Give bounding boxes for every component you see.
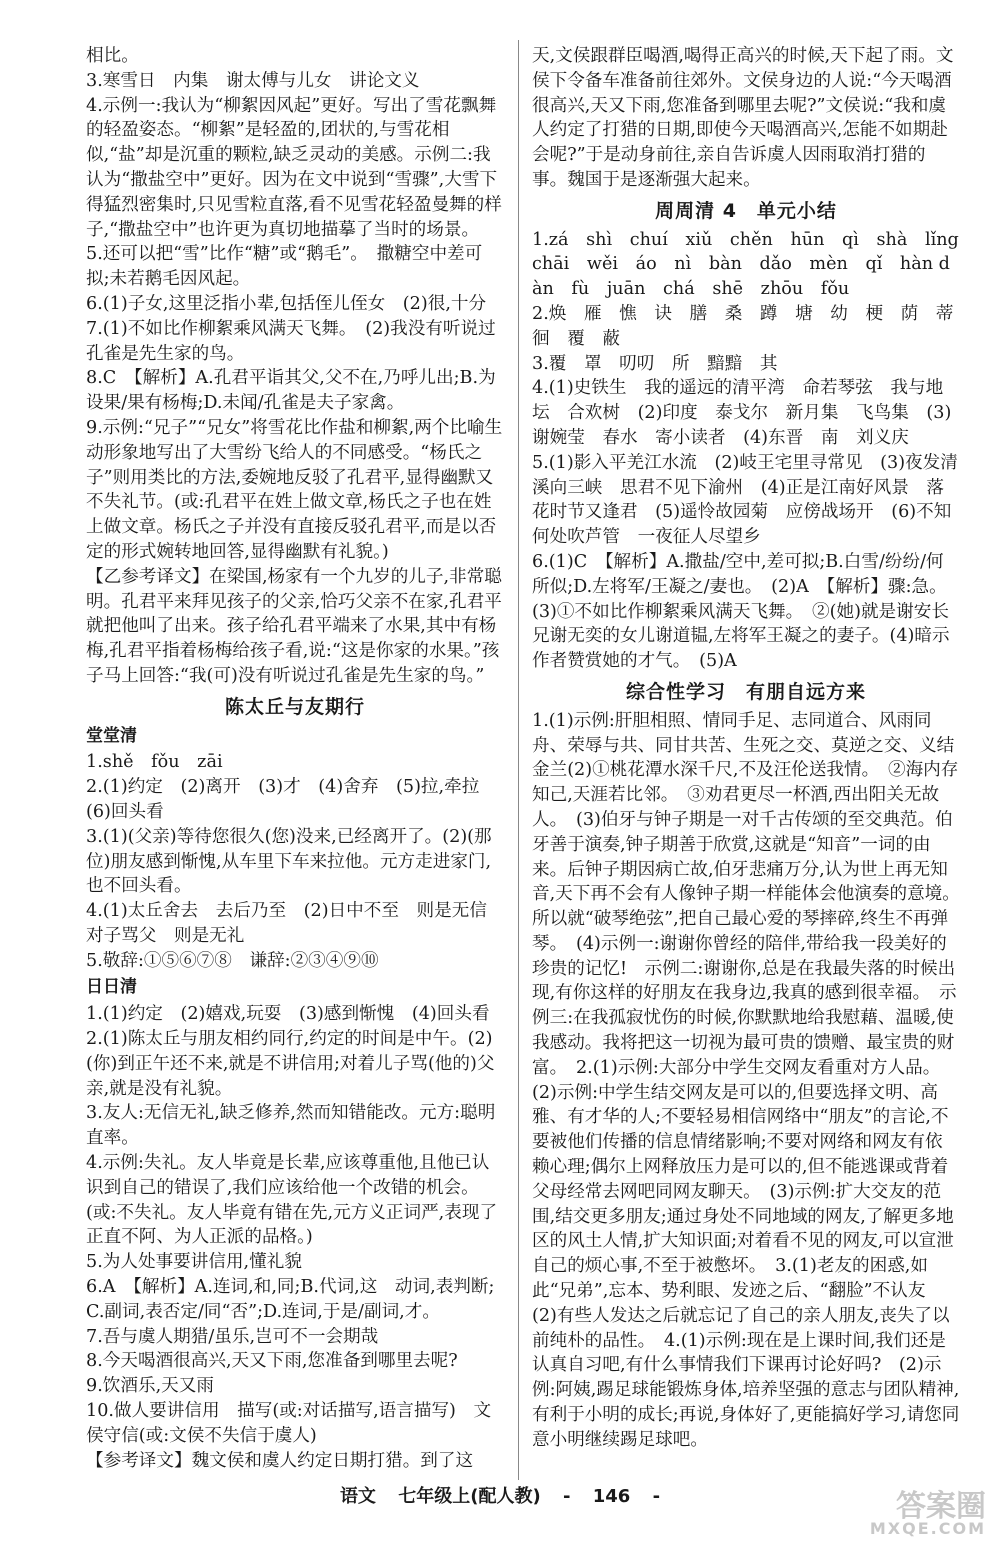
subsection-heading: 日日清 — [86, 977, 137, 998]
watermark-text: 答案圈 — [896, 1489, 986, 1524]
right-column — [532, 44, 977, 1453]
answer-line: 4.(1)史铁生 我的遥远的清平湾 命若琴弦 我与地坛 合欢树 (2)印度 泰戈尔 新月集 飞鸟集 (3)谢婉莹 春水 寄小读者 (4)东晋 南 刘义庆 — [532, 378, 952, 448]
answer-line: 6.A 【解析】A.连词,和,同;B.代词,这 动词,表判断;C.副词,表否定/同“否”;D.连词,于是/副词,才。 — [86, 1277, 495, 1322]
answer-line: 3.覆 罩 叨叨 所 黯黯 其 — [532, 353, 778, 374]
answer-line: 2.(1)陈太丘与朋友相约同行,约定的时间是中午。(2)(你)到正午还不来,就是不讲信用;对着儿子骂(他的)父亲,就是没有礼貌。 — [86, 1029, 495, 1099]
section-title: 综合性学习 有朋自远方来 — [625, 680, 866, 703]
translation-paragraph: 【乙参考译文】在梁国,杨家有一个九岁的儿子,非常聪明。孔君平来拜见孩子的父亲,恰巧父亲不在家,孔君平就把他叫了出来。孩子给孔君平端来了水果,其中有杨梅,孔君平指着杨梅给孩子看,说:“这是你家的水果。”孩子马上回答:“我(可)没有听说过孔雀是先生家的鸟。” — [86, 566, 502, 686]
footer-dash-left: - — [562, 1486, 571, 1507]
footer-subject: 语文 — [339, 1486, 376, 1507]
answer-line: 6.(1)子女,这里泛指小辈,包括侄儿侄女 (2)很,十分 — [86, 293, 487, 314]
answer-line: 1.shě fǒu zāi — [86, 752, 223, 773]
answer-line: 5.还可以把“雪”比作“糖”或“鹅毛”。 撒糖空中差可拟;未若鹅毛因风起。 — [86, 244, 483, 290]
answer-line: 9.示例:“兄子”“兄女”将雪花比作盐和柳絮,两个比喻生动形象地写出了大雪纷飞给人的不同感受。“杨氏之子”则用类比的方法,委婉地反驳了孔君平,显得幽默又不失礼节。(或:孔君平在姓上做文章,杨氏之子也在姓上做文章。杨氏之子并没有直接反驳孔君平,而是以否定的形式婉转地回答,显得幽默有礼貌。) — [86, 417, 503, 562]
answer-line: 4.示例一:我认为“柳絮因风起”更好。写出了雪花飘舞的轻盈姿态。“柳絮”是轻盈的,团状的,与雪花相似,“盐”却是沉重的颗粒,缺乏灵动的美感。示例二:我认为“撒盐空中”更好。因为在文中说到“雪骤”,大雪下得猛烈密集时,只见雪粒直落,看不见雪花轻盈曼舞的样子,“撒盐空中”也许更为真切地描摹了当时的场景。 — [86, 95, 502, 240]
answer-line: 2.焕 雁 憔 诀 膳 桑 蹲 塘 幼 梗 荫 蒂 徊 覆 蔽 — [532, 303, 972, 349]
answer-line: 3.友人:无信无礼,缺乏修养,然而知错能改。元方:聪明直率。 — [86, 1103, 496, 1149]
section-title: 周周清 4 单元小结 — [655, 199, 837, 222]
answer-line: 相比。 — [86, 46, 139, 66]
answer-line: 5.为人处事要讲信用,懂礼貌 — [86, 1252, 302, 1273]
watermark-logo — [846, 1489, 986, 1544]
watermark-url: MXQE.COM — [869, 1519, 986, 1538]
answer-line: 4.(1)太丘舍去 去后乃至 (2)日中不至 则是无信 对子骂父 则是无礼 — [86, 901, 505, 946]
answer-line: 1.(1)约定 (2)嬉戏,玩耍 (3)感到惭愧 (4)回头看 — [86, 1004, 490, 1025]
answer-line: 7.吾与虞人期猎/虽乐,岂可不一会期哉 — [86, 1326, 379, 1347]
footer-dash-right: - — [652, 1486, 661, 1507]
answer-line: 5.敬辞:①⑤⑥⑦⑧ 谦辞:②③④⑨⑩ — [86, 950, 379, 971]
answer-line: 1.(1)示例:肝胆相照、情同手足、志同道合、风雨同舟、荣辱与共、同甘共苦、生死之交、莫逆之交、义结金兰(2)①桃花潭水深千尺,不及汪伦送我情。 ②海内存知己,天涯若比邻。 ③劝君更尽一杯酒,西出阳关无故人。 (3)伯牙与钟子期是一对千古传颂的至交典范。伯牙善于演奏,钟子期善于欣赏,这就是“知音”一词的由来。后钟子期因病亡故,伯牙悲痛万分,认为世上再无知音,天下再不会有人像钟子期一样能体会他演奏的意境。所以就“破琴绝弦”,把自己最心爱的琴摔碎,终生不再弹琴。 (4)示例一:谢谢你曾经的陪伴,带给我一段美好的珍贵的记忆! 示例二:谢谢你,总是在我最失落的时候出现,有你这样的好朋友在我身边,我真的感到很幸福。 示例三:在我孤寂忧伤的时候,你默默地给我慰藉、温暖,使我感动。我将把这一切视为最可贵的馈赠、最宝贵的财富。 2.(1)示例:大部分中学生交网友看重对方人品。 (2)示例:中学生结交网友是可以的,但要选择文明、高雅、有才华的人;不要轻易相信网络中“朋友”的言论,不要被他们传播的信息情绪影响;不要对网络和网友有依赖心理;偶尔上网释放压力是可以的,但不能逃课或背着父母经常去网吧同网友聊天。 (3)示例:扩大交友的范围,结交更多朋友;通过身处不同地域的网友,了解更多地区的风土人情,扩大知识面;对着看不见的网友,可以宣泄自己的烦心事,不至于被憋坏。 3.(1)老友的困惑,如此“兄弟”,忘本、势利眼、发迹之后、“翻脸”不认友 (2)有些人发达之后就忘记了自己的亲人朋友,丧失了以前纯朴的品性。 4.(1)示例:现在是上课时间,我们还是认真自习吧,有什么事情我们下课再讨论好吗? (2)示例:阿姨,踢足球能锻炼身体,培养坚强的意志与团队精神,有利于小明的成长;再说,身体好了,更能搞好学习,请您同意小明继续踢足球吧。 — [532, 710, 960, 1450]
translation-paragraph: 【参考译文】魏文侯和虞人约定日期打猎。到了这 — [86, 1450, 474, 1471]
column-divider — [518, 40, 519, 1480]
answer-line: 6.(1)C 【解析】A.撒盐/空中,差可拟;B.白雪/纷纷/何所似;D.左将军/王凝之/妻也。 (2)A 【解析】骤:急。(3)①不如比作柳絮乘风满天飞舞。 ②(她)就是谢安长兄谢无奕的女儿谢道韫,左将军王凝之的妻子。(4)暗示作者赞赏她的才气。 (5)A — [532, 551, 950, 672]
answer-line: 7.(1)不如比作柳絮乘风满天飞舞。 (2)我没有听说过孔雀是先生家的鸟。 — [86, 318, 496, 364]
footer-grade: 七年级上(配人教) — [398, 1486, 541, 1507]
answer-line: 1.zá shì chuí xiǔ chěn hūn qì shà lǐng chāi wěi áo nì bàn dǎo mèn qǐ hàn dàn fù juān chá shē zhōu fǒu — [532, 229, 977, 300]
answer-line: 3.(1)(父亲)等待您很久(您)没来,已经离开了。(2)(那位)朋友感到惭愧,从车里下车来拉他。元方走进家门,也不回头看。 — [86, 826, 492, 897]
answer-line: 8.今天喝酒很高兴,天又下雨,您准备到哪里去呢? — [86, 1351, 458, 1372]
section-title: 陈太丘与友期行 — [224, 695, 365, 718]
translation-paragraph: 天,文侯跟群臣喝酒,喝得正高兴的时候,天下起了雨。文侯下令备车准备前往郊外。文侯身边的人说:“今天喝酒很高兴,天又下雨,您准备到哪里去呢?”文侯说:“我和虞人约定了打猎的日期,即使今天喝酒高兴,怎能不如期赴会呢?”于是动身前往,亲自告诉虞人因雨取消打猎的事。魏国于是逐渐强大起来。 — [532, 46, 954, 190]
subsection-heading: 堂堂清 — [86, 725, 137, 746]
answer-line: 8.C 【解析】A.孔君平诣其父,父不在,乃呼儿出;B.为设果/果有杨梅;D.未闻/孔雀是夫子家禽。 — [86, 368, 496, 414]
answer-line: 4.示例:失礼。友人毕竟是长辈,应该尊重他,且他已认识到自己的错误了,我们应该给他一个改错的机会。(或:不失礼。友人毕竟有错在先,元方义正词严,表现了正直不阿、为人正派的品格。) — [86, 1153, 498, 1248]
answer-line: 2.(1)约定 (2)离开 (3)才 (4)舍弃 (5)拉,牵拉 (6)回头看 — [86, 777, 497, 822]
left-column — [86, 44, 504, 1473]
answer-line: 3.寒雪日 内集 谢太傅与儿女 讲论文义 — [86, 70, 420, 91]
page-number: 146 — [592, 1486, 631, 1507]
answer-line: 9.饮酒乐,天又雨 — [86, 1376, 214, 1397]
answer-line: 5.(1)影入平羌江水流 (2)岐王宅里寻常见 (3)夜发清溪向三峡 思君不见下渝州 (4)正是江南好风景 落花时节又逢君 (5)遥怜故园菊 应傍战场开 (6)不知何处吹芦管 一夜征人尽望乡 — [532, 452, 958, 548]
answer-line: 10.做人要讲信用 描写(或:对话描写,语言描写) 文侯守信(或:文侯不失信于虞人) — [86, 1401, 492, 1446]
